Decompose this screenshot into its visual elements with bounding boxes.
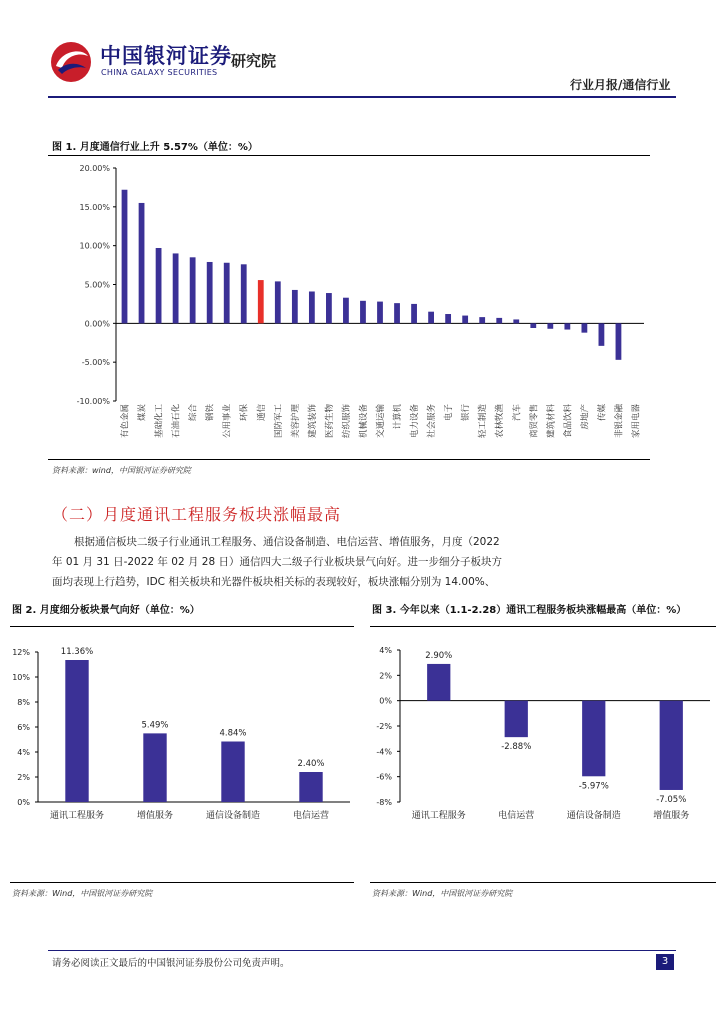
x-tick-label: 石油石化 xyxy=(171,404,182,439)
x-tick-label: 汽车 xyxy=(512,404,523,422)
bar-4 xyxy=(660,701,683,790)
y-tick-label: -4% xyxy=(376,747,392,757)
x-tick-label: 通讯工程服务 xyxy=(411,811,466,821)
y-tick-label: 15.00% xyxy=(79,202,110,212)
x-tick-label: 房地产 xyxy=(580,404,591,430)
bar-7 xyxy=(224,263,230,324)
x-tick-label: 煤炭 xyxy=(137,404,148,422)
figure2-source: 资料来源：Wind，中国银河证券研究院 xyxy=(12,889,153,898)
bar-17 xyxy=(394,303,400,323)
footer-disclaimer: 请务必阅读正文最后的中国银河证券股份公司免责声明。 xyxy=(52,958,290,969)
bar-13 xyxy=(326,293,332,323)
x-tick-label: 家用电器 xyxy=(631,404,642,439)
x-tick-label: 电信运营 xyxy=(292,811,330,821)
x-tick-label: 社会服务 xyxy=(427,404,438,439)
x-tick-label: 农林牧渔 xyxy=(495,404,506,439)
x-tick-label: 食品饮料 xyxy=(563,404,574,439)
bar-15 xyxy=(360,301,366,324)
x-tick-label: 通信设备制造 xyxy=(205,811,261,821)
y-tick-label: 2% xyxy=(379,671,392,681)
data-label: 2.90% xyxy=(425,650,453,661)
bar-25 xyxy=(530,323,536,328)
x-tick-label: 银行 xyxy=(461,404,472,422)
bar-21 xyxy=(462,316,468,324)
bar-3 xyxy=(582,701,605,777)
figure1-chart xyxy=(48,158,652,458)
y-tick-label: 6% xyxy=(17,723,30,732)
y-tick-label: 0% xyxy=(379,696,392,706)
y-tick-label: 20.00% xyxy=(79,164,110,173)
bar-18 xyxy=(411,304,417,323)
bar-19 xyxy=(428,312,434,324)
data-label: 11.36% xyxy=(60,647,94,657)
x-tick-label: 建筑装饰 xyxy=(307,404,318,439)
bar-29 xyxy=(599,323,605,346)
data-label: -5.97% xyxy=(578,781,609,792)
bar-20 xyxy=(445,314,451,323)
y-tick-label: 4% xyxy=(17,748,30,757)
x-tick-label: 通讯工程服务 xyxy=(49,811,105,821)
x-tick-label: 环保 xyxy=(239,404,250,422)
figure2-chart xyxy=(10,630,354,830)
data-label: -7.05% xyxy=(656,794,687,805)
bar-5 xyxy=(190,257,196,323)
bar-24 xyxy=(513,319,519,323)
bar-9 xyxy=(258,280,264,323)
section-paragraph xyxy=(52,532,652,592)
figure2-top-rule xyxy=(10,626,354,627)
bar-11 xyxy=(292,290,298,323)
figure3-bottom-rule xyxy=(370,882,716,883)
data-label: 2.40% xyxy=(297,759,325,769)
bar-30 xyxy=(616,323,622,360)
bar-22 xyxy=(479,317,485,323)
footer-rule xyxy=(48,950,676,951)
x-tick-label: 综合 xyxy=(188,404,199,422)
y-tick-label: -2% xyxy=(376,722,392,731)
x-tick-label: 商贸零售 xyxy=(529,403,540,439)
figure2-title: 图 2. 月度细分板块景气向好（单位：%） xyxy=(12,605,200,616)
figure3-title: 图 3. 今年以来（1.1-2.28）通讯工程服务板块涨幅最高（单位：%） xyxy=(372,605,687,616)
x-tick-label: 公用事业 xyxy=(222,404,233,439)
figure2-bottom-rule xyxy=(10,882,354,883)
x-tick-label: 美容护理 xyxy=(290,404,301,439)
y-tick-label: -5.00% xyxy=(81,358,110,368)
bar-3 xyxy=(221,742,244,803)
x-tick-label: 电力设备 xyxy=(410,404,421,439)
bar-6 xyxy=(207,262,213,323)
institute-label: 研究院 xyxy=(231,52,277,70)
figure1-top-rule xyxy=(48,155,650,156)
x-tick-label: 建筑材料 xyxy=(546,404,557,439)
logo-name-en: CHINA GALAXY SECURITIES xyxy=(101,68,218,77)
data-label: 4.84% xyxy=(219,728,247,739)
figure3-chart xyxy=(370,630,716,830)
y-tick-label: -8% xyxy=(376,798,392,807)
x-tick-label: 增值服务 xyxy=(653,811,690,821)
bar-1 xyxy=(122,190,128,324)
figure1-title: 图 1. 月度通信行业上升 5.57%（单位：%） xyxy=(52,142,258,153)
y-tick-label: 10.00% xyxy=(79,241,110,251)
bar-8 xyxy=(241,264,247,323)
section-title: （二）月度通讯工程服务板块涨幅最高 xyxy=(52,505,342,524)
x-tick-label: 计算机 xyxy=(393,404,404,430)
paragraph-line-2: 年 01 月 31 日-2022 年 02 月 28 日）通信四大二级子行业板块景气向好。进一步细分子板块方 xyxy=(52,556,502,568)
x-tick-label: 增值服务 xyxy=(136,811,174,821)
bar-2 xyxy=(143,733,166,802)
logo-name-cn: 中国银河证券 xyxy=(100,44,232,68)
paragraph-line-1: 根据通信板块二级子行业通讯工程服务、通信设备制造、电信运营、增值服务，月度（2022 xyxy=(74,536,500,548)
y-tick-label: -6% xyxy=(376,772,392,782)
x-tick-label: 传媒 xyxy=(597,404,608,422)
x-tick-label: 有色金属 xyxy=(120,404,131,439)
bar-27 xyxy=(564,323,570,329)
y-tick-label: 8% xyxy=(17,698,30,707)
bar-1 xyxy=(427,664,450,701)
data-label: -2.88% xyxy=(501,742,532,753)
x-tick-label: 纺织服饰 xyxy=(341,404,352,439)
figure1-bottom-rule xyxy=(48,459,650,460)
x-tick-label: 机械设备 xyxy=(358,404,369,439)
y-tick-label: 5.00% xyxy=(84,280,110,290)
bar-12 xyxy=(309,291,315,323)
y-tick-label: 2% xyxy=(17,773,30,782)
y-tick-label: 10% xyxy=(12,673,30,682)
figure3-top-rule xyxy=(370,626,716,627)
bar-4 xyxy=(299,772,322,802)
bar-3 xyxy=(156,248,162,323)
figure3-source: 资料来源：Wind，中国银河证券研究院 xyxy=(372,889,513,898)
y-tick-label: 0.00% xyxy=(84,319,110,329)
y-tick-label: 0% xyxy=(17,798,30,807)
report-type: 行业月报/通信行业 xyxy=(570,78,671,92)
y-tick-label: 4% xyxy=(379,646,392,655)
bar-28 xyxy=(581,323,587,332)
x-tick-label: 电信运营 xyxy=(498,811,535,821)
company-logo-icon xyxy=(48,40,94,84)
x-tick-label: 医药生物 xyxy=(324,404,335,439)
x-tick-label: 国防军工 xyxy=(273,404,284,439)
bar-26 xyxy=(547,323,553,328)
x-tick-label: 轻工制造 xyxy=(478,404,489,439)
bar-1 xyxy=(65,660,88,802)
bar-23 xyxy=(496,318,502,323)
x-tick-label: 交通运输 xyxy=(376,404,386,439)
header-rule xyxy=(48,96,676,98)
bar-10 xyxy=(275,281,281,323)
bar-2 xyxy=(139,203,145,323)
x-tick-label: 非银金融 xyxy=(614,404,625,439)
page-number: 3 xyxy=(656,954,674,970)
x-tick-label: 钢铁 xyxy=(205,404,216,422)
y-tick-label: -10.00% xyxy=(76,397,110,406)
x-tick-label: 通信 xyxy=(256,404,267,422)
bar-14 xyxy=(343,298,349,324)
data-label: 5.49% xyxy=(141,720,169,731)
figure1-source: 资料来源：wind，中国银河证券研究院 xyxy=(52,466,191,475)
y-tick-label: 12% xyxy=(12,648,30,657)
bar-16 xyxy=(377,302,383,324)
x-tick-label: 通信设备制造 xyxy=(566,811,621,821)
x-tick-label: 基础化工 xyxy=(154,404,165,439)
bar-2 xyxy=(505,701,528,737)
paragraph-line-3: 面均表现上行趋势，IDC 相关板块和光器件板块相关标的表现较好，板块涨幅分别为 14.00%、 xyxy=(52,576,496,588)
x-tick-label: 电子 xyxy=(444,404,455,422)
bar-4 xyxy=(173,253,179,323)
